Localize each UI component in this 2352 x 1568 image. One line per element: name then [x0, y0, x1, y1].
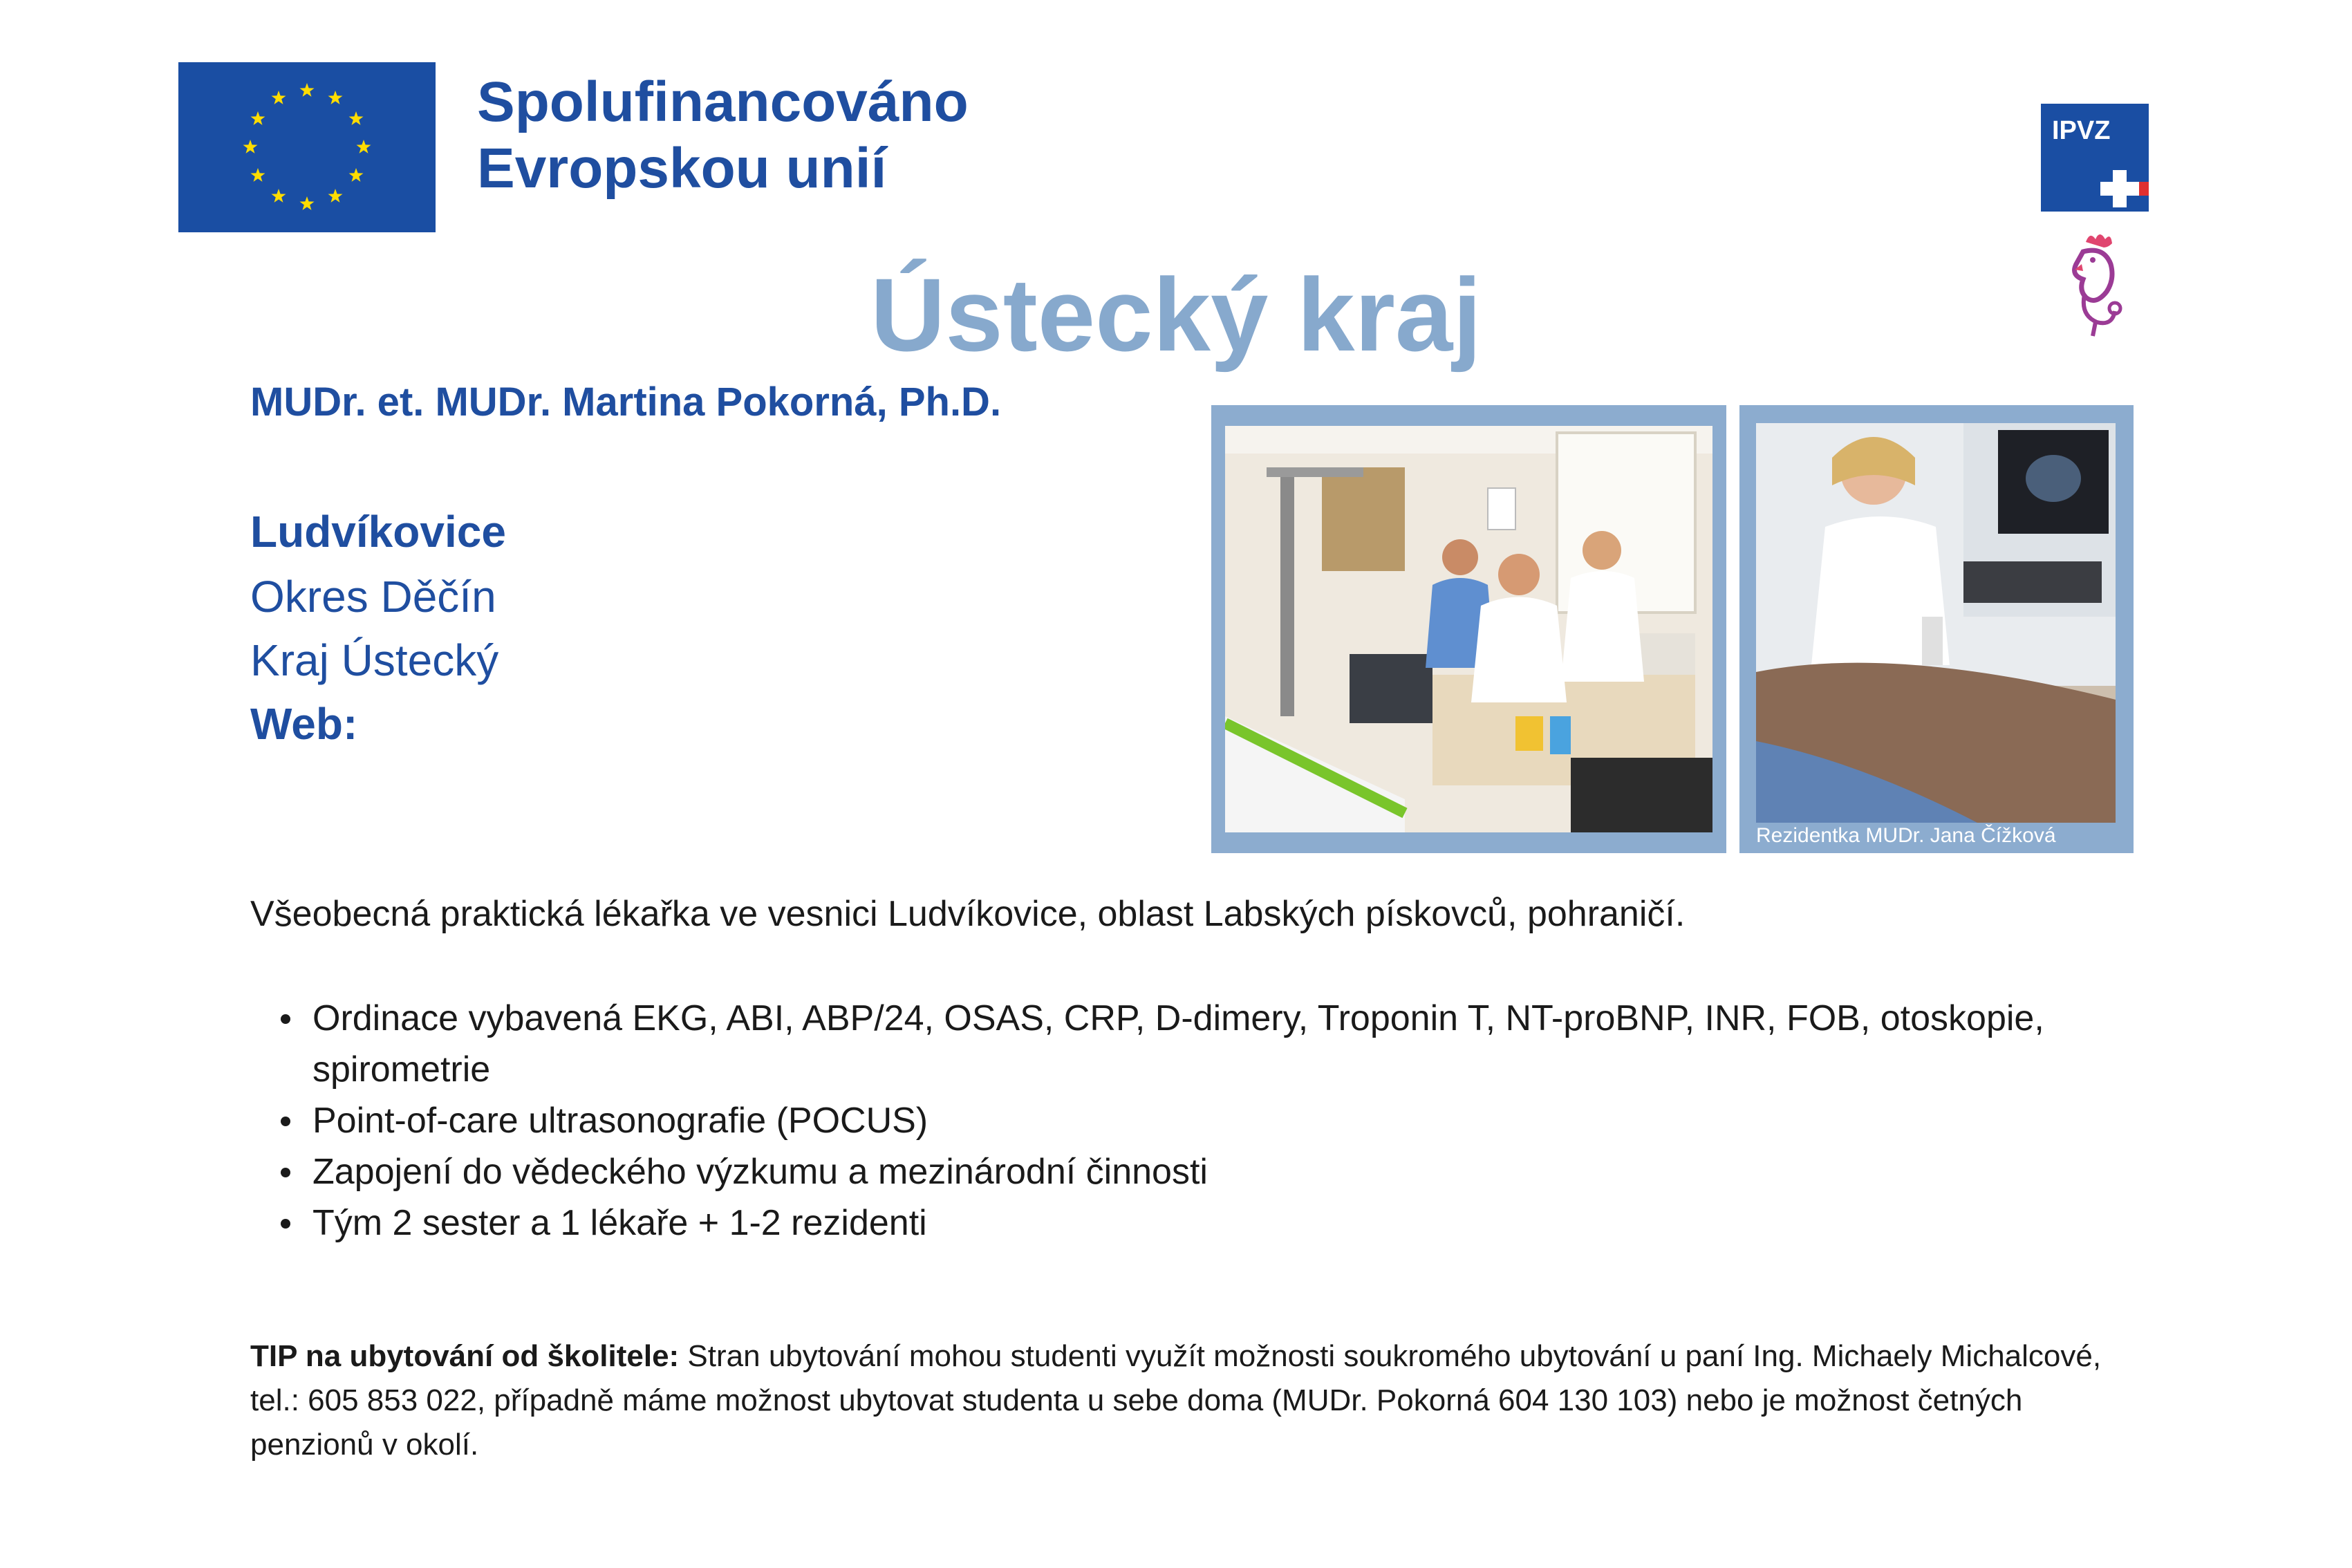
- accommodation-tip: [250, 1334, 2117, 1467]
- eu-cofinanced-text: [477, 69, 969, 202]
- list-item: [250, 1197, 2048, 1249]
- ipvz-label: IPVZ: [2052, 116, 2111, 145]
- tip-text: Stran ubytování mohou studenti využít možnosti soukromého ubytování u paní Ing. Michaely Michalcové, tel.: 605 853 022, případně máme možnost ubytovat studenta u sebe doma (MUDr. Pokorná 604 130 103) nebo je možnost četných penzionů v okolí.: [250, 1339, 2102, 1462]
- resident-ultrasound-photo-frame: [1739, 405, 2134, 853]
- photo-caption: Rezidentka MUDr. Jana Čížková: [1756, 824, 2056, 847]
- district-name: Okres Děčín: [250, 572, 496, 622]
- resident-ultrasound-photo: [1756, 423, 2116, 823]
- eu-flag-logo: [178, 62, 436, 232]
- village-name: Ludvíkovice: [250, 507, 506, 557]
- bullet-icon: [281, 1168, 290, 1177]
- list-item: [250, 1095, 2048, 1146]
- list-item-text: Zapojení do vědeckého výzkumu a mezinárodní činnosti: [312, 1152, 1208, 1192]
- bullet-icon: [281, 1117, 290, 1126]
- features-list: [250, 993, 2048, 1249]
- web-label: Web:: [250, 699, 358, 749]
- eu-text-line1: Spolufinancováno: [477, 71, 969, 133]
- eu-text-line2: Evropskou unií: [477, 137, 887, 200]
- list-item: [250, 993, 2048, 1095]
- list-item: [250, 1146, 2048, 1197]
- bullet-icon: [281, 1014, 290, 1024]
- clinic-team-photo-frame: [1211, 405, 1726, 853]
- page-title: Ústecký kraj: [870, 256, 1482, 373]
- list-item-text: Point-of-care ultrasonografie (POCUS): [312, 1101, 928, 1141]
- ipvz-logo: [2041, 104, 2149, 212]
- region-name: Kraj Ústecký: [250, 635, 499, 685]
- intro-text: Všeobecná praktická lékařka ve vesnici Ludvíkovice, oblast Labských pískovců, pohraničí.: [250, 894, 1686, 934]
- list-item-text: Ordinace vybavená EKG, ABI, ABP/24, OSAS, CRP, D-dimery, Troponin T, NT-proBNP, INR, FOB, otoskopie, spirometrie: [312, 998, 2044, 1090]
- eu-stars-icon: [178, 62, 436, 232]
- list-item-text: Tým 2 sester a 1 lékaře + 1-2 rezidenti: [312, 1203, 927, 1243]
- plus-icon: [2098, 166, 2149, 212]
- tip-label: TIP na ubytování od školitele:: [250, 1339, 680, 1373]
- clinic-team-photo: [1225, 426, 1712, 832]
- bullet-icon: [281, 1219, 290, 1229]
- doctor-name: MUDr. et. MUDr. Martina Pokorná, Ph.D.: [250, 380, 1002, 424]
